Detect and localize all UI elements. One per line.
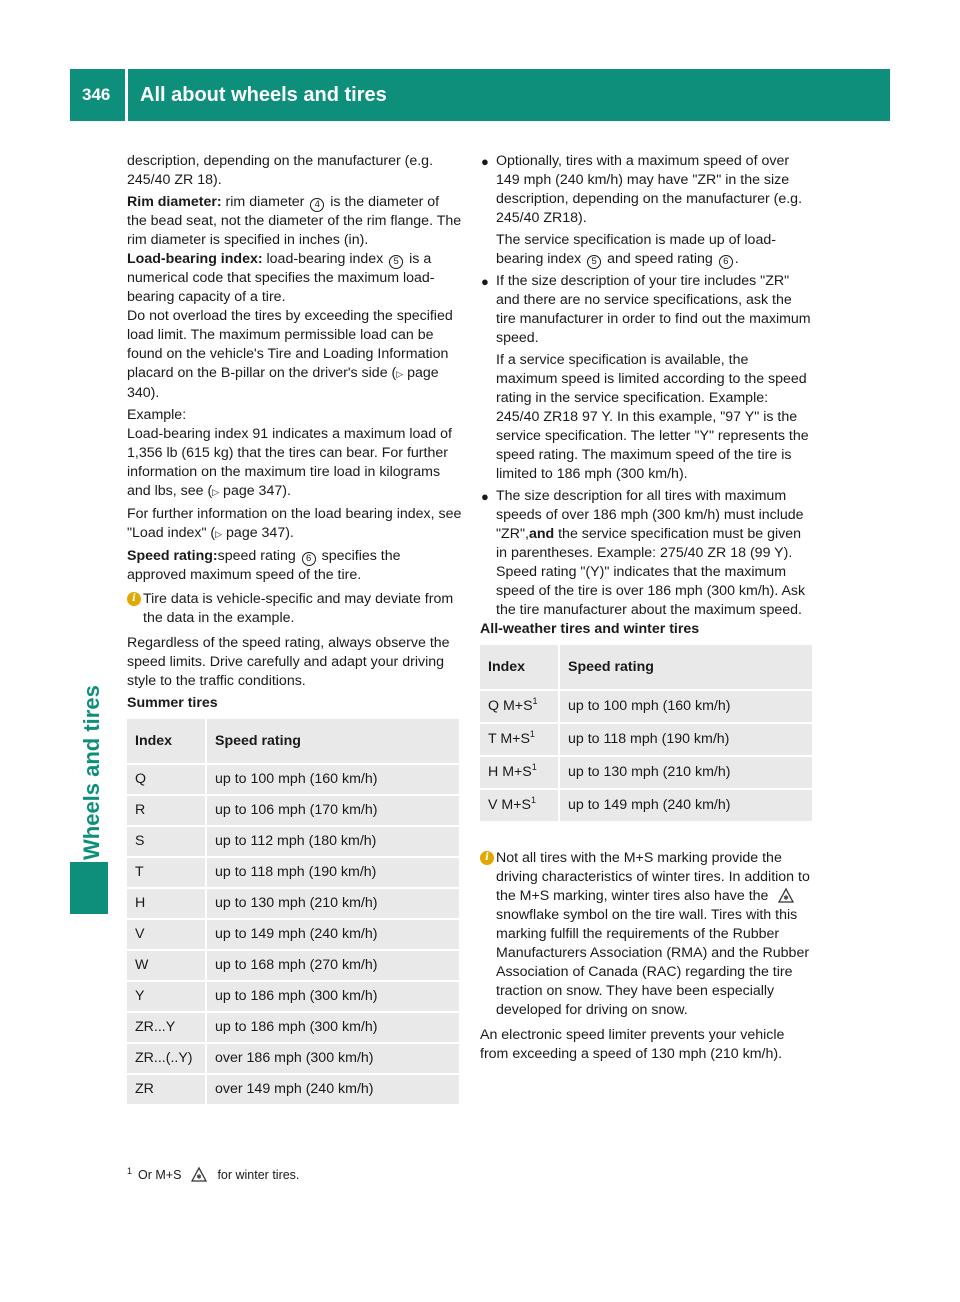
cell-index: Q: [127, 765, 207, 794]
winter-tires-heading: All-weather tires and winter tires: [480, 621, 700, 637]
cell-speed: up to 168 mph (270 km/h): [207, 951, 459, 980]
table-row: [127, 1075, 459, 1104]
winter-tires-table: [480, 643, 812, 823]
cell-speed: up to 106 mph (170 km/h): [207, 796, 459, 825]
speed-rating-label: Speed rating:: [127, 548, 218, 564]
chapter-title: All about wheels and tires: [140, 84, 387, 106]
rim-diameter-label: Rim diameter:: [127, 194, 222, 210]
bullet-icon: ●: [481, 274, 489, 289]
cell-speed: up to 186 mph (300 km/h): [207, 1013, 459, 1042]
column-header-speed-rating: Speed rating: [207, 719, 459, 763]
table-row: [127, 827, 459, 856]
side-tab-block: [70, 862, 108, 914]
bullet-item: [480, 487, 813, 620]
load-index-label: Load-bearing index:: [127, 251, 263, 267]
cell-index: H $M+S^1$: [480, 757, 560, 788]
cell-index: H: [127, 889, 207, 918]
cell-index: ZR...(..Y): [127, 1044, 207, 1073]
cell-speed: up to 186 mph (300 km/h): [207, 982, 459, 1011]
bullet-item: [480, 272, 813, 484]
paragraph-regardless: Regardless of the speed rating, always observe the speed limits. Drive carefully and adapt your driving style to the traffic conditions.: [127, 635, 450, 689]
cell-speed: up to 149 mph (240 km/h): [207, 920, 459, 949]
bullet-continuation: The service specification is made up of load-bearing index 5 and speed rating 6 .: [496, 232, 776, 267]
cell-speed: up to 130 mph (210 km/h): [207, 889, 459, 918]
snowflake-mountain-icon: [778, 887, 794, 903]
cell-speed: up to 112 mph (180 km/h): [207, 827, 459, 856]
callout-5: 5: [389, 255, 403, 269]
footnote-ref: 1: [530, 795, 536, 805]
callout-4: 4: [310, 198, 324, 212]
table-row: [127, 920, 459, 949]
right-column: [480, 152, 813, 1067]
table-row: [127, 1013, 459, 1042]
bullet-text: Optionally, tires with a maximum speed of over 149 mph (240 km/h) may have "ZR" in the size description, depending on the manufacturer (e.g. 245/40 ZR18).: [496, 153, 803, 226]
bullet-text: If the size description of your tire includes "ZR" and there are no service specifications, ask the tire manufacturer in order to find out the maximum speed.: [496, 273, 811, 346]
cell-index: V: [127, 920, 207, 949]
table-row: [127, 1044, 459, 1073]
bullet-icon: ●: [481, 489, 489, 504]
header-separator: [125, 69, 128, 121]
cell-index: ZR...Y: [127, 1013, 207, 1042]
info-icon: i: [127, 592, 141, 606]
bullet-icon: ●: [481, 154, 489, 169]
cell-speed: over 186 mph (300 km/h): [207, 1044, 459, 1073]
table-row: [127, 796, 459, 825]
footnote: $^1$ Or M+S for winter tires.: [127, 1166, 300, 1182]
info-note-text: Not all tires with the M+S marking provide the driving characteristics of winter tires. In addition to the M+S marking, winter tires also have thesnowflake symbol on the tire wall. Tires with this marking fulfill the requirements of the Rubber Manufacturers Association (RMA) and the Rubber Association of Canada (RAC) regarding the tire traction on snow. They have been especially developed for driving on snow.: [496, 850, 810, 1018]
cell-index: W: [127, 951, 207, 980]
table-row: [127, 858, 459, 887]
table-row: [480, 724, 812, 755]
example-label: Example:: [127, 407, 187, 423]
table-header-row: [480, 645, 812, 689]
paragraph-example: Load-bearing index 91 indicates a maximum load of 1,356 lb (615 kg) that the tires can bear. For further information on the maximum tire load in kilograms and lbs, see (▷ page 347).: [127, 426, 452, 499]
page-reference-arrow-icon: ▷: [215, 529, 223, 539]
footnote-mark: 1: [127, 1166, 133, 1176]
info-note-winter: [480, 849, 813, 1020]
cell-index: T $M+S^1$: [480, 724, 560, 755]
table-row: [127, 951, 459, 980]
footnote-ref: 1: [531, 762, 537, 772]
paragraph-size-description: description, depending on the manufacturer (e.g. 245/40 ZR 18).: [127, 153, 434, 188]
callout-6: 6: [302, 552, 316, 566]
side-tab-label: Wheels and tires: [79, 685, 104, 860]
paragraph-speed-limiter: An electronic speed limiter prevents your vehicle from exceeding a speed of 130 mph (210 km/h).: [480, 1027, 785, 1062]
callout-6: 6: [719, 255, 733, 269]
callout-5: 5: [587, 255, 601, 269]
page-reference-arrow-icon: ▷: [212, 487, 220, 497]
left-column: [127, 152, 462, 1106]
bullet-continuation: If a service specification is available, the maximum speed is limited according to the speed rating in the service specification. Example: 245/40 ZR18 97 Y. In this example, "97 Y" is the service specification. The letter "Y" represents the speed rating. The maximum speed of the tire is limited to 186 mph (300 km/h).: [496, 352, 809, 482]
cell-index: R: [127, 796, 207, 825]
footnote-ref: 1: [532, 696, 538, 706]
table-row: [480, 757, 812, 788]
column-header-index: Index: [127, 719, 207, 763]
paragraph-further-info: For further information on the load bearing index, see "Load index" (▷ page 347).: [127, 506, 462, 541]
cell-index: V $M+S^1$: [480, 790, 560, 821]
column-header-index: Index: [480, 645, 560, 689]
summer-tires-heading: Summer tires: [127, 695, 218, 711]
cell-index: S: [127, 827, 207, 856]
page-number: 346: [82, 85, 111, 104]
paragraph-overload: Do not overload the tires by exceeding the specified load limit. The maximum permissible load can be found on the vehicle's Tire and Loading Information placard on the B-pillar on the driver's side (▷ page 340).: [127, 308, 453, 401]
column-header-speed-rating: Speed rating: [560, 645, 812, 689]
table-row: [480, 790, 812, 821]
summer-tires-table: [127, 717, 459, 1106]
info-note-text: Tire data is vehicle-specific and may deviate from the data in the example.: [143, 591, 454, 626]
info-icon: i: [480, 851, 494, 865]
cell-speed: over 149 mph (240 km/h): [207, 1075, 459, 1104]
page-reference-347b[interactable]: page 347).: [222, 525, 294, 541]
paragraph-speed-rating: Speed rating:speed rating 6 specifies the approved maximum speed of the tire.: [127, 548, 401, 583]
cell-index: Q $M+S^1$: [480, 691, 560, 722]
table-row: [127, 765, 459, 794]
cell-index: ZR: [127, 1075, 207, 1104]
table-row: [127, 889, 459, 918]
cell-speed: up to 100 mph (160 km/h): [207, 765, 459, 794]
table-header-row: [127, 719, 459, 763]
page-reference-arrow-icon: ▷: [396, 369, 404, 379]
page-reference-340[interactable]: page 340).: [127, 365, 439, 401]
bullet-text: The size description for all tires with maximum speeds of over 186 mph (300 km/h) must include "ZR",and the service specification must be given in parentheses. Example: 275/40 ZR 18 (99 Y). Speed rating "(Y)" indicates that the maximum speed of the tire is over 186 mph (300 km/h). Ask the tire manufacturer about the maximum speed.: [496, 488, 806, 618]
cell-speed: up to 149 mph (240 km/h): [560, 790, 812, 821]
cell-speed: up to 118 mph (190 km/h): [207, 858, 459, 887]
info-note: [127, 590, 462, 628]
bullet-item: [480, 152, 813, 269]
paragraph-rim-diameter: Rim diameter: rim diameter 4 is the diameter of the bead seat, not the diameter of the rim flange. The rim diameter is specified in inches (in).: [127, 194, 462, 248]
table-row: [480, 691, 812, 722]
footnote-ref: 1: [529, 729, 535, 739]
table-row: [127, 982, 459, 1011]
snowflake-mountain-icon: [191, 1166, 207, 1182]
cell-speed: up to 100 mph (160 km/h): [560, 691, 812, 722]
cell-index: Y: [127, 982, 207, 1011]
cell-speed: up to 118 mph (190 km/h): [560, 724, 812, 755]
cell-index: T: [127, 858, 207, 887]
cell-speed: up to 130 mph (210 km/h): [560, 757, 812, 788]
paragraph-load-index: Load-bearing index: load-bearing index 5 is a numerical code that specifies the maximum load-bearing capacity of a tire.: [127, 251, 435, 305]
page-reference-347[interactable]: page 347).: [219, 483, 291, 499]
